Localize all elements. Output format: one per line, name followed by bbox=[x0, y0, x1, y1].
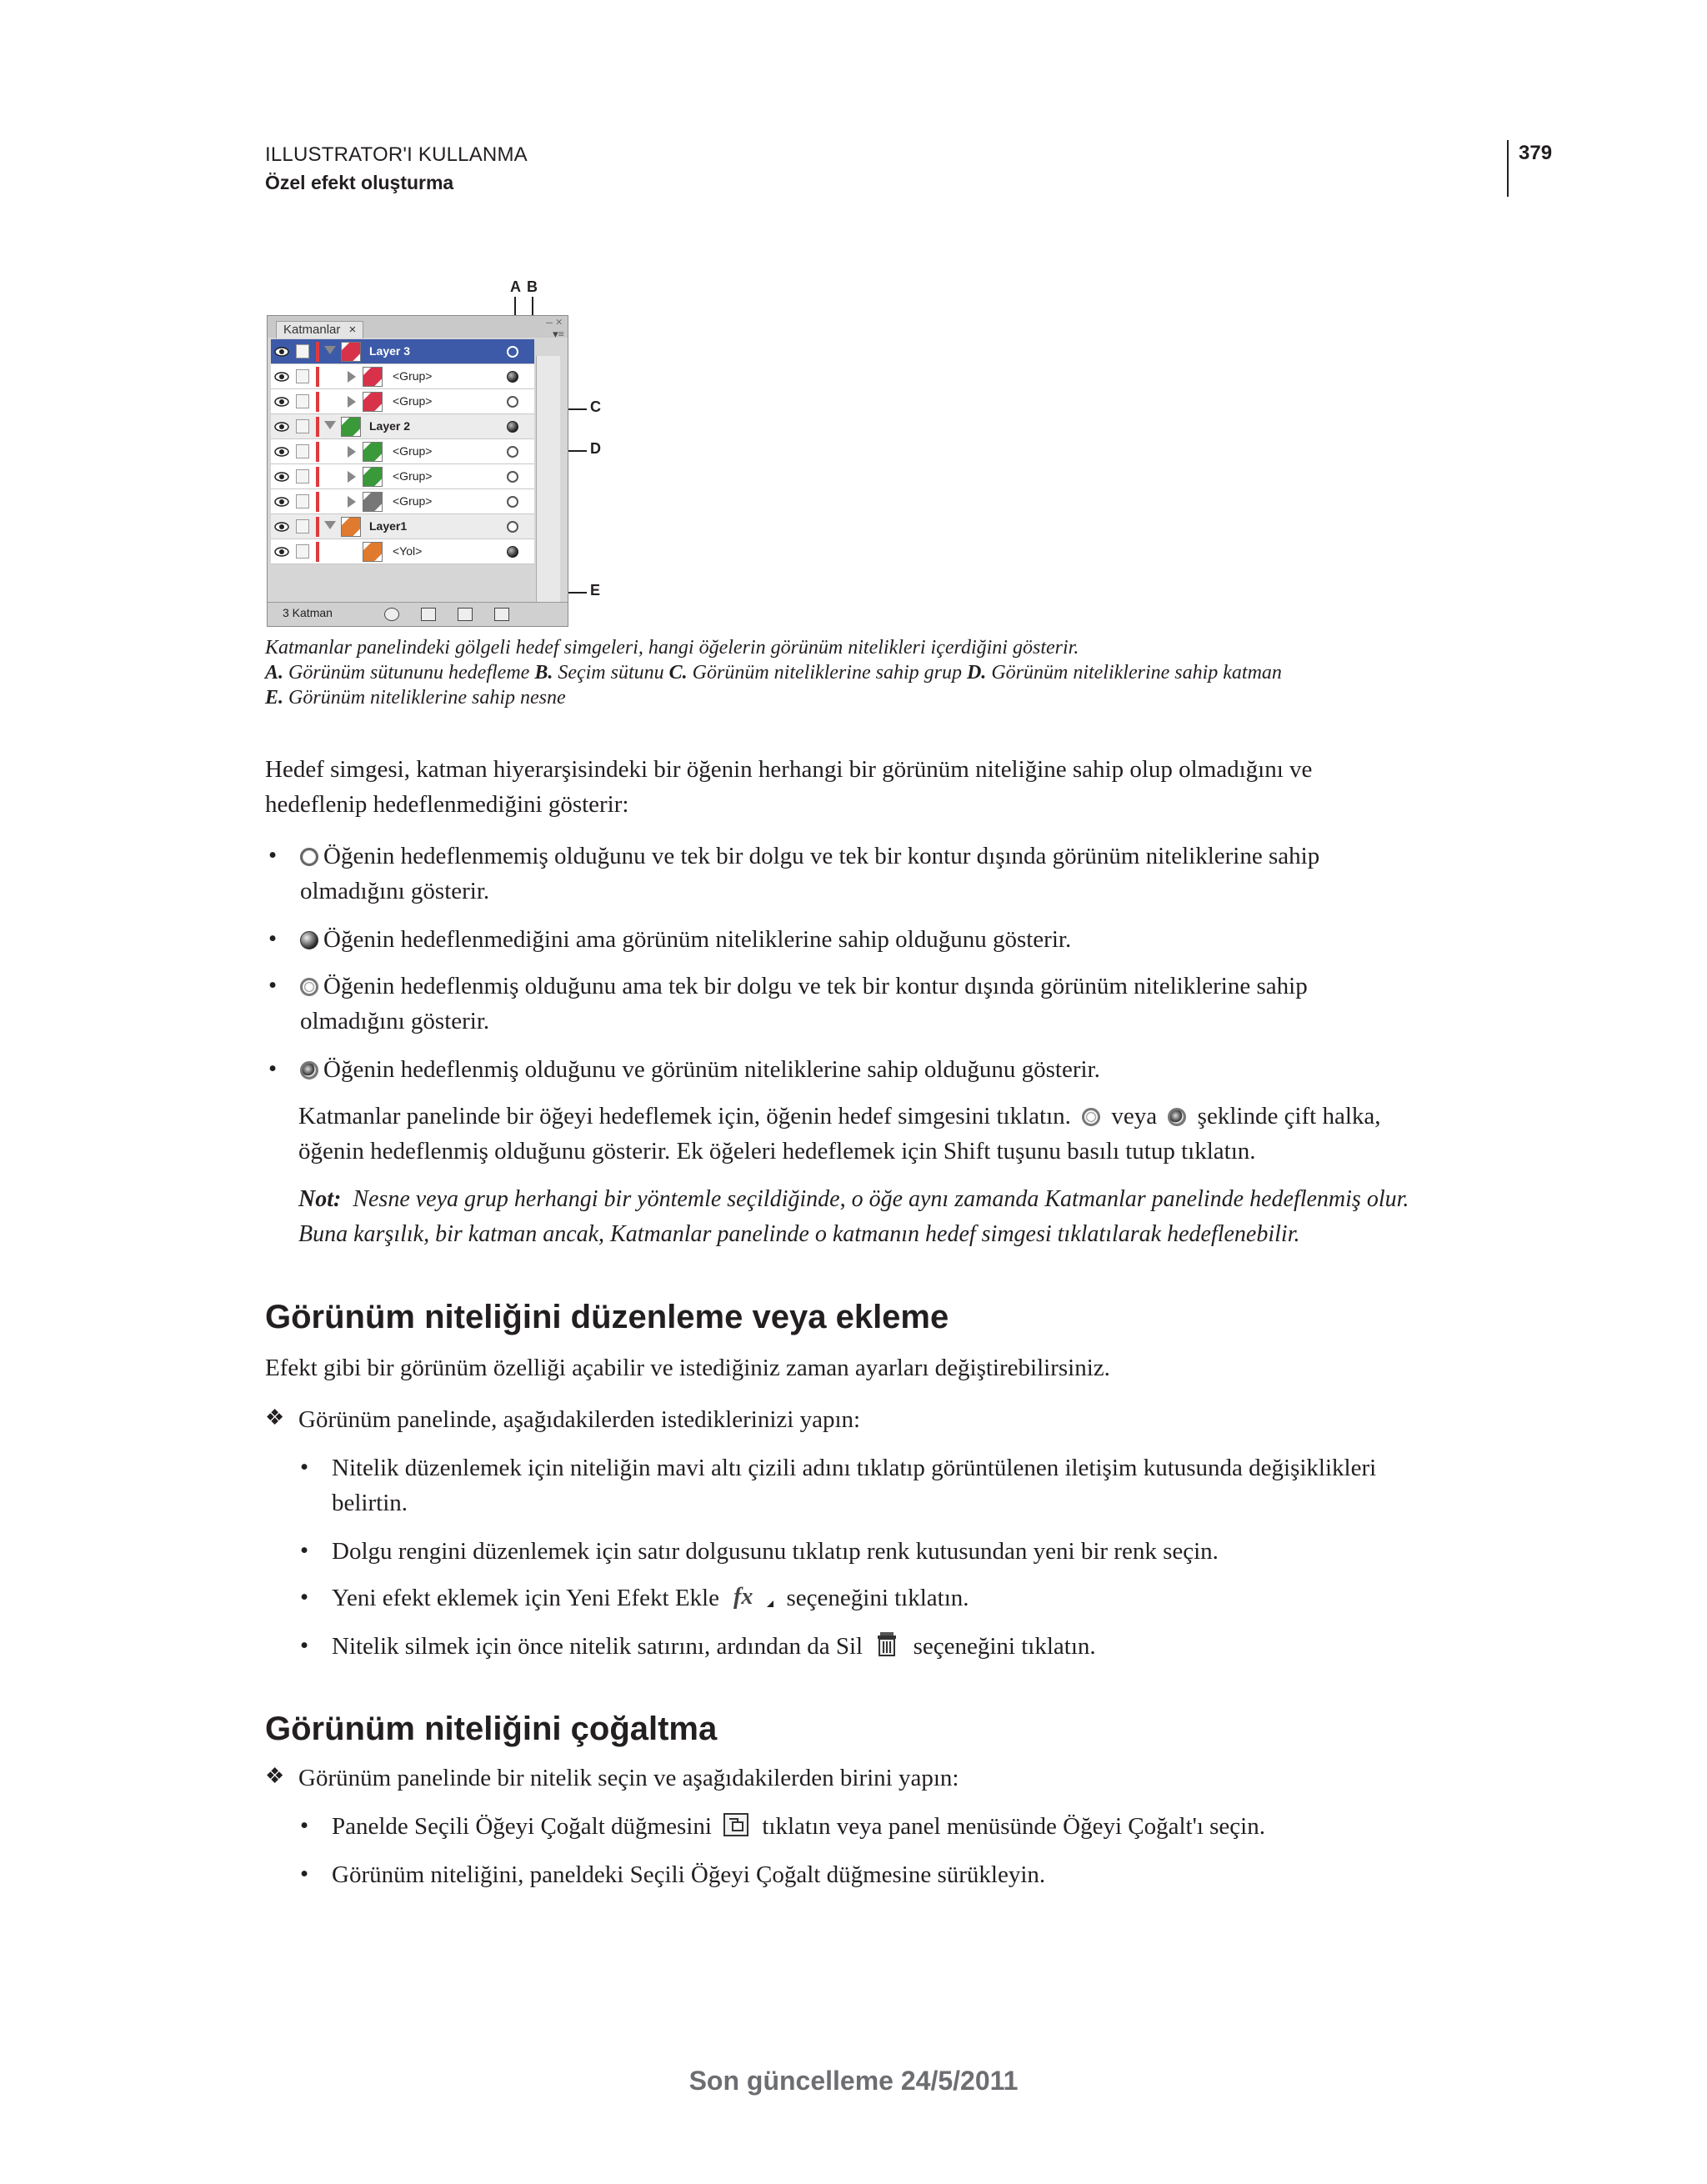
section2-step: Görünüm panelinde bir nitelik seçin ve aşağıdakilerden birini yapın: bbox=[298, 1765, 959, 1791]
target-untargeted-appearance-icon bbox=[300, 931, 318, 949]
layer-name: <Grup> bbox=[393, 394, 433, 408]
callout-a: A bbox=[510, 278, 521, 295]
layer-name: <Grup> bbox=[393, 444, 433, 458]
layer-thumbnail bbox=[363, 367, 383, 387]
layer-color-bar bbox=[316, 392, 319, 412]
lock-toggle[interactable] bbox=[296, 369, 309, 383]
layer-thumbnail bbox=[363, 392, 383, 412]
target-icon[interactable] bbox=[507, 421, 518, 433]
tab-layers-label: Katmanlar bbox=[283, 323, 341, 337]
caption-e-label: E. bbox=[265, 687, 284, 709]
new-layer-icon[interactable] bbox=[458, 608, 473, 621]
targeting-paragraph bbox=[298, 1099, 1381, 1169]
lock-toggle[interactable] bbox=[296, 419, 309, 433]
intro-paragraph bbox=[265, 752, 1312, 822]
bullet-3-line-2: olmadığını gösterir. bbox=[300, 1008, 490, 1034]
caption-e-text: Görünüm niteliklerine sahip nesne bbox=[283, 687, 566, 709]
delete-text-before: Nitelik silmek için önce nitelik satırını, ardından da Sil bbox=[332, 1633, 864, 1660]
caption-d-label: D. bbox=[966, 662, 987, 684]
target-icon[interactable] bbox=[507, 396, 518, 408]
visibility-eye-icon[interactable] bbox=[274, 471, 289, 481]
sublayer-row[interactable] bbox=[271, 364, 534, 389]
intro-line-2: hedeflenip hedeflenmediğini gösterir: bbox=[265, 791, 629, 818]
sublayer-row[interactable] bbox=[271, 464, 534, 489]
caption-a-label: A. bbox=[265, 662, 284, 684]
bullet-dot: • bbox=[300, 1632, 309, 1659]
section2-item-2 bbox=[332, 1857, 1045, 1892]
running-header-subtitle: Özel efekt oluşturma bbox=[265, 172, 454, 193]
bullet-4-text: Öğenin hedeflenmiş olduğunu ve görünüm niteliklerine sahip olduğunu gösterir. bbox=[323, 1056, 1100, 1083]
layer-row[interactable] bbox=[271, 414, 534, 439]
callout-e: E bbox=[590, 582, 601, 599]
fx-text-after: seçeneğini tıklatın. bbox=[786, 1585, 969, 1611]
layer-name: <Grup> bbox=[393, 469, 433, 483]
targeting-veya: veya bbox=[1111, 1103, 1158, 1130]
caption-b-label: B. bbox=[534, 662, 553, 684]
layer-name: Layer 3 bbox=[369, 344, 411, 358]
bullet-dot: • bbox=[268, 925, 278, 952]
panel-close-icon[interactable]: – × bbox=[546, 316, 563, 329]
trash-icon bbox=[874, 1629, 902, 1669]
target-icon[interactable] bbox=[507, 521, 518, 533]
fx-icon bbox=[730, 1582, 775, 1620]
note-line-2: Buna karşılık, bir katman ancak, Katmanlar panelinde o katmanın hedef simgesi tıklatılarak hedeflenebilir. bbox=[298, 1221, 1300, 1247]
layers-panel-figure bbox=[265, 275, 615, 629]
lock-toggle[interactable] bbox=[296, 344, 309, 358]
step-diamond-icon: ❖ bbox=[265, 1764, 285, 1788]
visibility-eye-icon[interactable] bbox=[274, 396, 289, 406]
section2-item-1 bbox=[332, 1809, 1265, 1849]
layer-thumbnail bbox=[363, 442, 383, 462]
sublayer-row[interactable] bbox=[271, 539, 534, 564]
visibility-eye-icon[interactable] bbox=[274, 546, 289, 556]
bullet-2-text: Öğenin hedeflenmediğini ama görünüm niteliklerine sahip olduğunu gösterir. bbox=[323, 926, 1072, 953]
layer-thumbnail bbox=[341, 342, 361, 362]
layer-name: <Grup> bbox=[393, 369, 433, 383]
callout-c: C bbox=[590, 398, 601, 415]
layer-thumbnail bbox=[363, 467, 383, 487]
sublayer-row[interactable] bbox=[271, 489, 534, 514]
section-heading-edit-appearance: Görünüm niteliğini düzenleme veya ekleme bbox=[265, 1299, 949, 1335]
layer-color-bar bbox=[316, 542, 319, 562]
double-ring-icon bbox=[1082, 1108, 1100, 1126]
delete-text-after: seçeneğini tıklatın. bbox=[913, 1633, 1096, 1660]
running-header-title: ILLUSTRATOR'I KULLANMA bbox=[265, 143, 528, 166]
lock-toggle[interactable] bbox=[296, 519, 309, 533]
layer-thumbnail bbox=[341, 517, 361, 537]
lock-toggle[interactable] bbox=[296, 394, 309, 408]
bullet-item-3 bbox=[300, 969, 1308, 1039]
bullet-dot: • bbox=[268, 842, 278, 869]
layer-name: <Yol> bbox=[393, 544, 423, 558]
note-line-1: Nesne veya grup herhangi bir yöntemle seçildiğinde, o öğe aynı zamanda Katmanlar panelinde hedeflenmiş olur. bbox=[353, 1186, 1409, 1212]
caption-line-3 bbox=[265, 685, 1549, 710]
layer-color-bar bbox=[316, 517, 319, 537]
panel-scrollbar[interactable] bbox=[536, 356, 560, 603]
layers-panel bbox=[267, 315, 568, 627]
target-icon[interactable] bbox=[507, 471, 518, 483]
lock-toggle[interactable] bbox=[296, 494, 309, 508]
target-icon[interactable] bbox=[507, 371, 518, 383]
section1-item-2-line-1: Dolgu rengini düzenlemek için satır dolgusunu tıklatıp renk kutusundan yeni bir renk seçin. bbox=[332, 1538, 1219, 1565]
section1-item-1-line-1: Nitelik düzenlemek için niteliğin mavi altı çizili adını tıklatıp görüntülenen iletişim kutusunda değişiklikleri bbox=[332, 1455, 1377, 1481]
layer-color-bar bbox=[316, 417, 319, 437]
lock-toggle[interactable] bbox=[296, 544, 309, 559]
caption-c-label: C. bbox=[668, 662, 688, 684]
layer-name: Layer 2 bbox=[369, 419, 411, 433]
sublayer-row[interactable] bbox=[271, 389, 534, 414]
panel-tab-bar bbox=[268, 316, 568, 338]
caption-line-2 bbox=[265, 660, 1549, 685]
bullet-dot: • bbox=[300, 1584, 309, 1610]
visibility-eye-icon[interactable] bbox=[274, 496, 289, 506]
collapse-triangle-icon[interactable] bbox=[348, 471, 356, 483]
section1-item-4 bbox=[332, 1629, 1096, 1669]
target-icon[interactable] bbox=[507, 346, 518, 358]
collapse-triangle-icon[interactable] bbox=[348, 496, 356, 508]
layer-color-bar bbox=[316, 467, 319, 487]
bullet-1-line-2: olmadığını gösterir. bbox=[300, 878, 490, 904]
double-ring-filled-icon bbox=[1168, 1108, 1186, 1126]
drag-text: Görünüm niteliğini, paneldeki Seçili Öğeyi Çoğalt düğmesine sürükleyin. bbox=[332, 1861, 1046, 1888]
target-icon[interactable] bbox=[507, 546, 518, 558]
visibility-eye-icon[interactable] bbox=[274, 521, 289, 531]
intro-line-1: Hedef simgesi, katman hiyerarşisindeki bir öğenin herhangi bir görünüm niteliğine sahip olup olmadığını ve bbox=[265, 756, 1313, 783]
delete-layer-icon[interactable] bbox=[494, 608, 509, 621]
target-icon[interactable] bbox=[507, 446, 518, 458]
targeting-line-2: öğenin hedeflenmiş olduğunu gösterir. Ek öğeleri hedeflemek için Shift tuşunu basılı tutup tıklatın. bbox=[298, 1138, 1256, 1165]
target-targeted-appearance-icon bbox=[300, 1061, 318, 1079]
note bbox=[298, 1182, 1409, 1252]
sublayer-row[interactable] bbox=[271, 439, 534, 464]
collapse-triangle-icon[interactable] bbox=[348, 371, 356, 383]
fx-text-before: Yeni efekt eklemek için Yeni Efekt Ekle bbox=[332, 1585, 719, 1611]
section-heading-duplicate-appearance: Görünüm niteliğini çoğaltma bbox=[265, 1711, 718, 1747]
layer-color-bar bbox=[316, 367, 319, 387]
step-diamond-icon: ❖ bbox=[265, 1405, 285, 1430]
target-icon[interactable] bbox=[507, 496, 518, 508]
note-label: Not: bbox=[298, 1186, 342, 1212]
caption-c-text: Görünüm niteliklerine sahip grup bbox=[687, 662, 967, 684]
caption-a-text: Görünüm sütununu hedefleme bbox=[283, 662, 535, 684]
visibility-eye-icon[interactable] bbox=[274, 346, 289, 356]
caption-d-text: Görünüm niteliklerine sahip katman bbox=[986, 662, 1282, 684]
target-untargeted-plain-icon bbox=[300, 848, 318, 866]
layer-name: <Grup> bbox=[393, 494, 433, 508]
bullet-item-4 bbox=[300, 1052, 1100, 1087]
target-targeted-plain-icon bbox=[300, 978, 318, 996]
make-clip-mask-icon[interactable] bbox=[384, 608, 399, 621]
layer-thumbnail bbox=[363, 492, 383, 512]
bullet-dot: • bbox=[300, 1537, 309, 1564]
bullet-dot: • bbox=[300, 1861, 309, 1887]
section1-intro: Efekt gibi bir görünüm özelliği açabilir ve istediğiniz zaman ayarları değiştirebilirsiniz. bbox=[265, 1355, 1110, 1381]
layer-row[interactable] bbox=[271, 514, 534, 539]
panel-menu-icon[interactable]: ▾≡ bbox=[553, 328, 564, 340]
tab-close-icon[interactable]: × bbox=[348, 323, 357, 337]
layer-thumbnail bbox=[363, 542, 383, 562]
caption-b-text: Seçim sütunu bbox=[553, 662, 669, 684]
bullet-dot: • bbox=[268, 1055, 278, 1082]
duplicate-text-after: tıklatın veya panel menüsünde Öğeyi Çoğalt'ı seçin. bbox=[762, 1813, 1265, 1840]
section1-item-1 bbox=[332, 1450, 1376, 1520]
callout-b: B bbox=[527, 278, 538, 295]
layer-thumbnail bbox=[341, 417, 361, 437]
figure-caption bbox=[265, 635, 1549, 710]
bullet-1-text: Öğenin hedeflenmemiş olduğunu ve tek bir dolgu ve tek bir kontur dışında görünüm niteliklerine sahip bbox=[323, 843, 1320, 869]
tab-layers[interactable] bbox=[276, 321, 363, 338]
caption-line-1: Katmanlar panelindeki gölgeli hedef simgeleri, hangi öğelerin görünüm nitelikleri içerdiğini gösterir. bbox=[265, 637, 1079, 659]
section1-item-1-line-2: belirtin. bbox=[332, 1490, 408, 1516]
section1-item-2 bbox=[332, 1534, 1219, 1569]
layer-color-bar bbox=[316, 492, 319, 512]
layer-count: 3 Katman bbox=[283, 606, 333, 619]
lock-toggle[interactable] bbox=[296, 469, 309, 483]
bullet-dot: • bbox=[300, 1454, 309, 1480]
page-footer: Son güncelleme 24/5/2011 bbox=[688, 2066, 1019, 2096]
visibility-eye-icon[interactable] bbox=[274, 446, 289, 456]
layer-name: Layer1 bbox=[369, 519, 408, 533]
bullet-dot: • bbox=[300, 1812, 309, 1839]
expand-triangle-icon[interactable] bbox=[324, 346, 336, 354]
bullet-item-2 bbox=[300, 922, 1071, 957]
layer-row[interactable] bbox=[271, 339, 534, 364]
section1-step: Görünüm panelinde, aşağıdakilerden istediklerinizi yapın: bbox=[298, 1406, 861, 1433]
bullet-dot: • bbox=[268, 972, 278, 999]
section1-item-3 bbox=[332, 1580, 969, 1620]
targeting-text-b: şeklinde çift halka, bbox=[1197, 1103, 1381, 1130]
expand-triangle-icon[interactable] bbox=[324, 421, 336, 429]
page-number: 379 bbox=[1519, 142, 1553, 164]
collapse-triangle-icon[interactable] bbox=[348, 396, 356, 408]
lock-toggle[interactable] bbox=[296, 444, 309, 458]
header-divider bbox=[1507, 140, 1509, 197]
duplicate-item-icon bbox=[723, 1812, 751, 1849]
panel-footer bbox=[268, 602, 568, 626]
targeting-text-a: Katmanlar panelinde bir öğeyi hedeflemek için, öğenin hedef simgesini tıklatın. bbox=[298, 1103, 1071, 1130]
collapse-triangle-icon[interactable] bbox=[348, 446, 356, 458]
duplicate-text-before: Panelde Seçili Öğeyi Çoğalt düğmesini bbox=[332, 1813, 712, 1840]
callout-d: D bbox=[590, 440, 601, 457]
visibility-eye-icon[interactable] bbox=[274, 371, 289, 381]
layer-color-bar bbox=[316, 342, 319, 362]
visibility-eye-icon[interactable] bbox=[274, 421, 289, 431]
bullet-3-text: Öğenin hedeflenmiş olduğunu ama tek bir dolgu ve tek bir kontur dışında görünüm niteliklerine sahip bbox=[323, 973, 1308, 999]
svg-text:fx: fx bbox=[733, 1584, 753, 1610]
layer-color-bar bbox=[316, 442, 319, 462]
bullet-item-1 bbox=[300, 839, 1319, 909]
new-sublayer-icon[interactable] bbox=[421, 608, 436, 621]
expand-triangle-icon[interactable] bbox=[324, 521, 336, 529]
